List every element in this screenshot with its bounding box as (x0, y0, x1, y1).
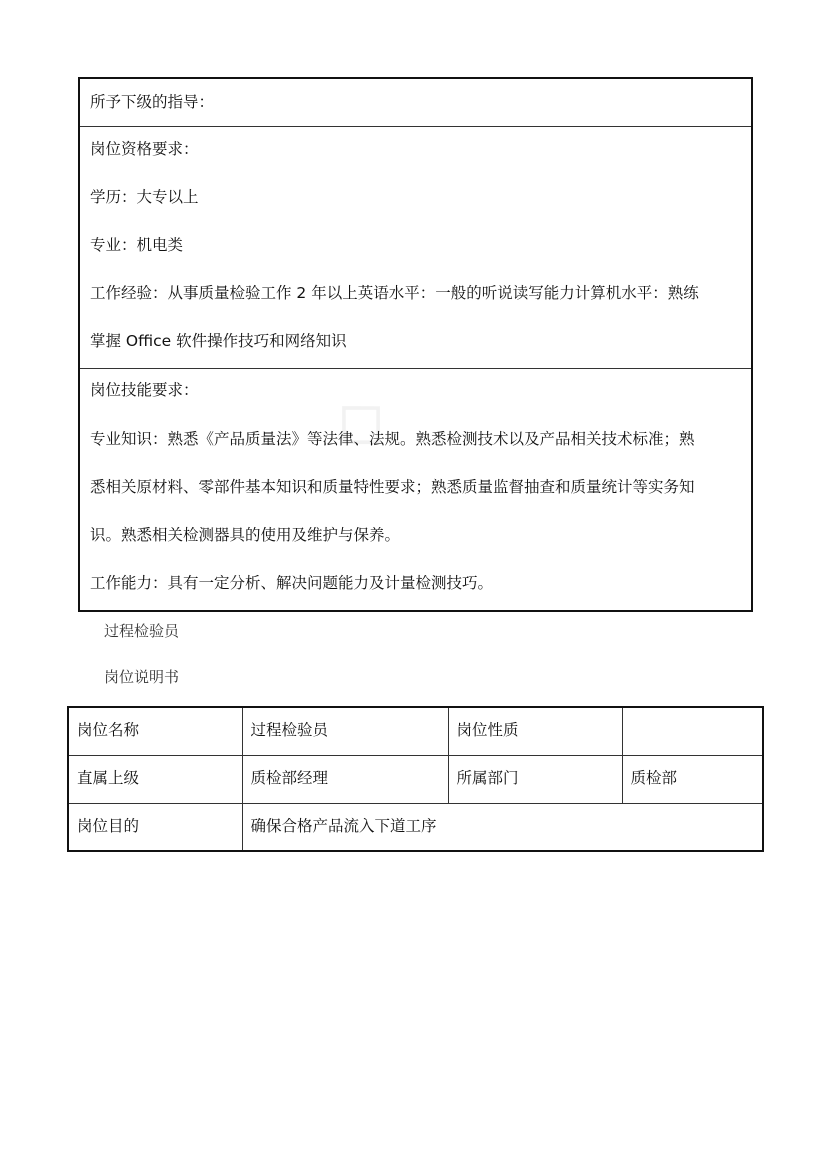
skills-heading: 岗位技能要求： (90, 381, 199, 399)
table-cell: 岗位性质 (448, 707, 622, 755)
skill-line: 工作能力：具有一定分析、解决问题能力及计量检测技巧。 (90, 574, 494, 592)
guidance-label: 所予下级的指导： (90, 93, 215, 111)
table-cell: 过程检验员 (242, 707, 448, 755)
job-info-table (67, 706, 764, 852)
qualification-line: 专业：机电类 (90, 236, 184, 254)
table-cell: 所属部门 (448, 755, 622, 803)
table-cell: 质检部 (622, 755, 763, 803)
table-cell (622, 707, 763, 755)
table-cell: 岗位目的 (68, 803, 242, 851)
table-row (68, 755, 763, 803)
table-cell: 质检部经理 (242, 755, 448, 803)
requirements-table (78, 77, 753, 612)
watermark: ◇ (308, 372, 405, 470)
table-cell: 确保合格产品流入下道工序 (242, 803, 763, 851)
section-subtitle: 岗位说明书 (104, 668, 180, 686)
skill-line: 识。熟悉相关检测器具的使用及维护与保养。 (90, 526, 401, 544)
section-title: 过程检验员 (104, 622, 180, 640)
table-row (68, 707, 763, 755)
skill-line: 悉相关原材料、零部件基本知识和质量特性要求；熟悉质量监督抽查和质量统计等实务知 (90, 478, 695, 496)
table-cell: 直属上级 (68, 755, 242, 803)
qualification-line: 掌握 Office 软件操作技巧和网络知识 (90, 332, 347, 350)
row-divider (80, 368, 751, 369)
table-row (68, 803, 763, 851)
qualifications-heading: 岗位资格要求： (90, 140, 199, 158)
row-divider (80, 126, 751, 127)
skill-line: 专业知识：熟悉《产品质量法》等法律、法规。熟悉检测技术以及产品相关技术标准；熟 (90, 430, 695, 448)
qualification-line: 学历：大专以上 (90, 188, 199, 206)
qualification-line: 工作经验：从事质量检验工作 2 年以上英语水平：一般的听说读写能力计算机水平：熟练 (90, 284, 699, 302)
table-cell: 岗位名称 (68, 707, 242, 755)
